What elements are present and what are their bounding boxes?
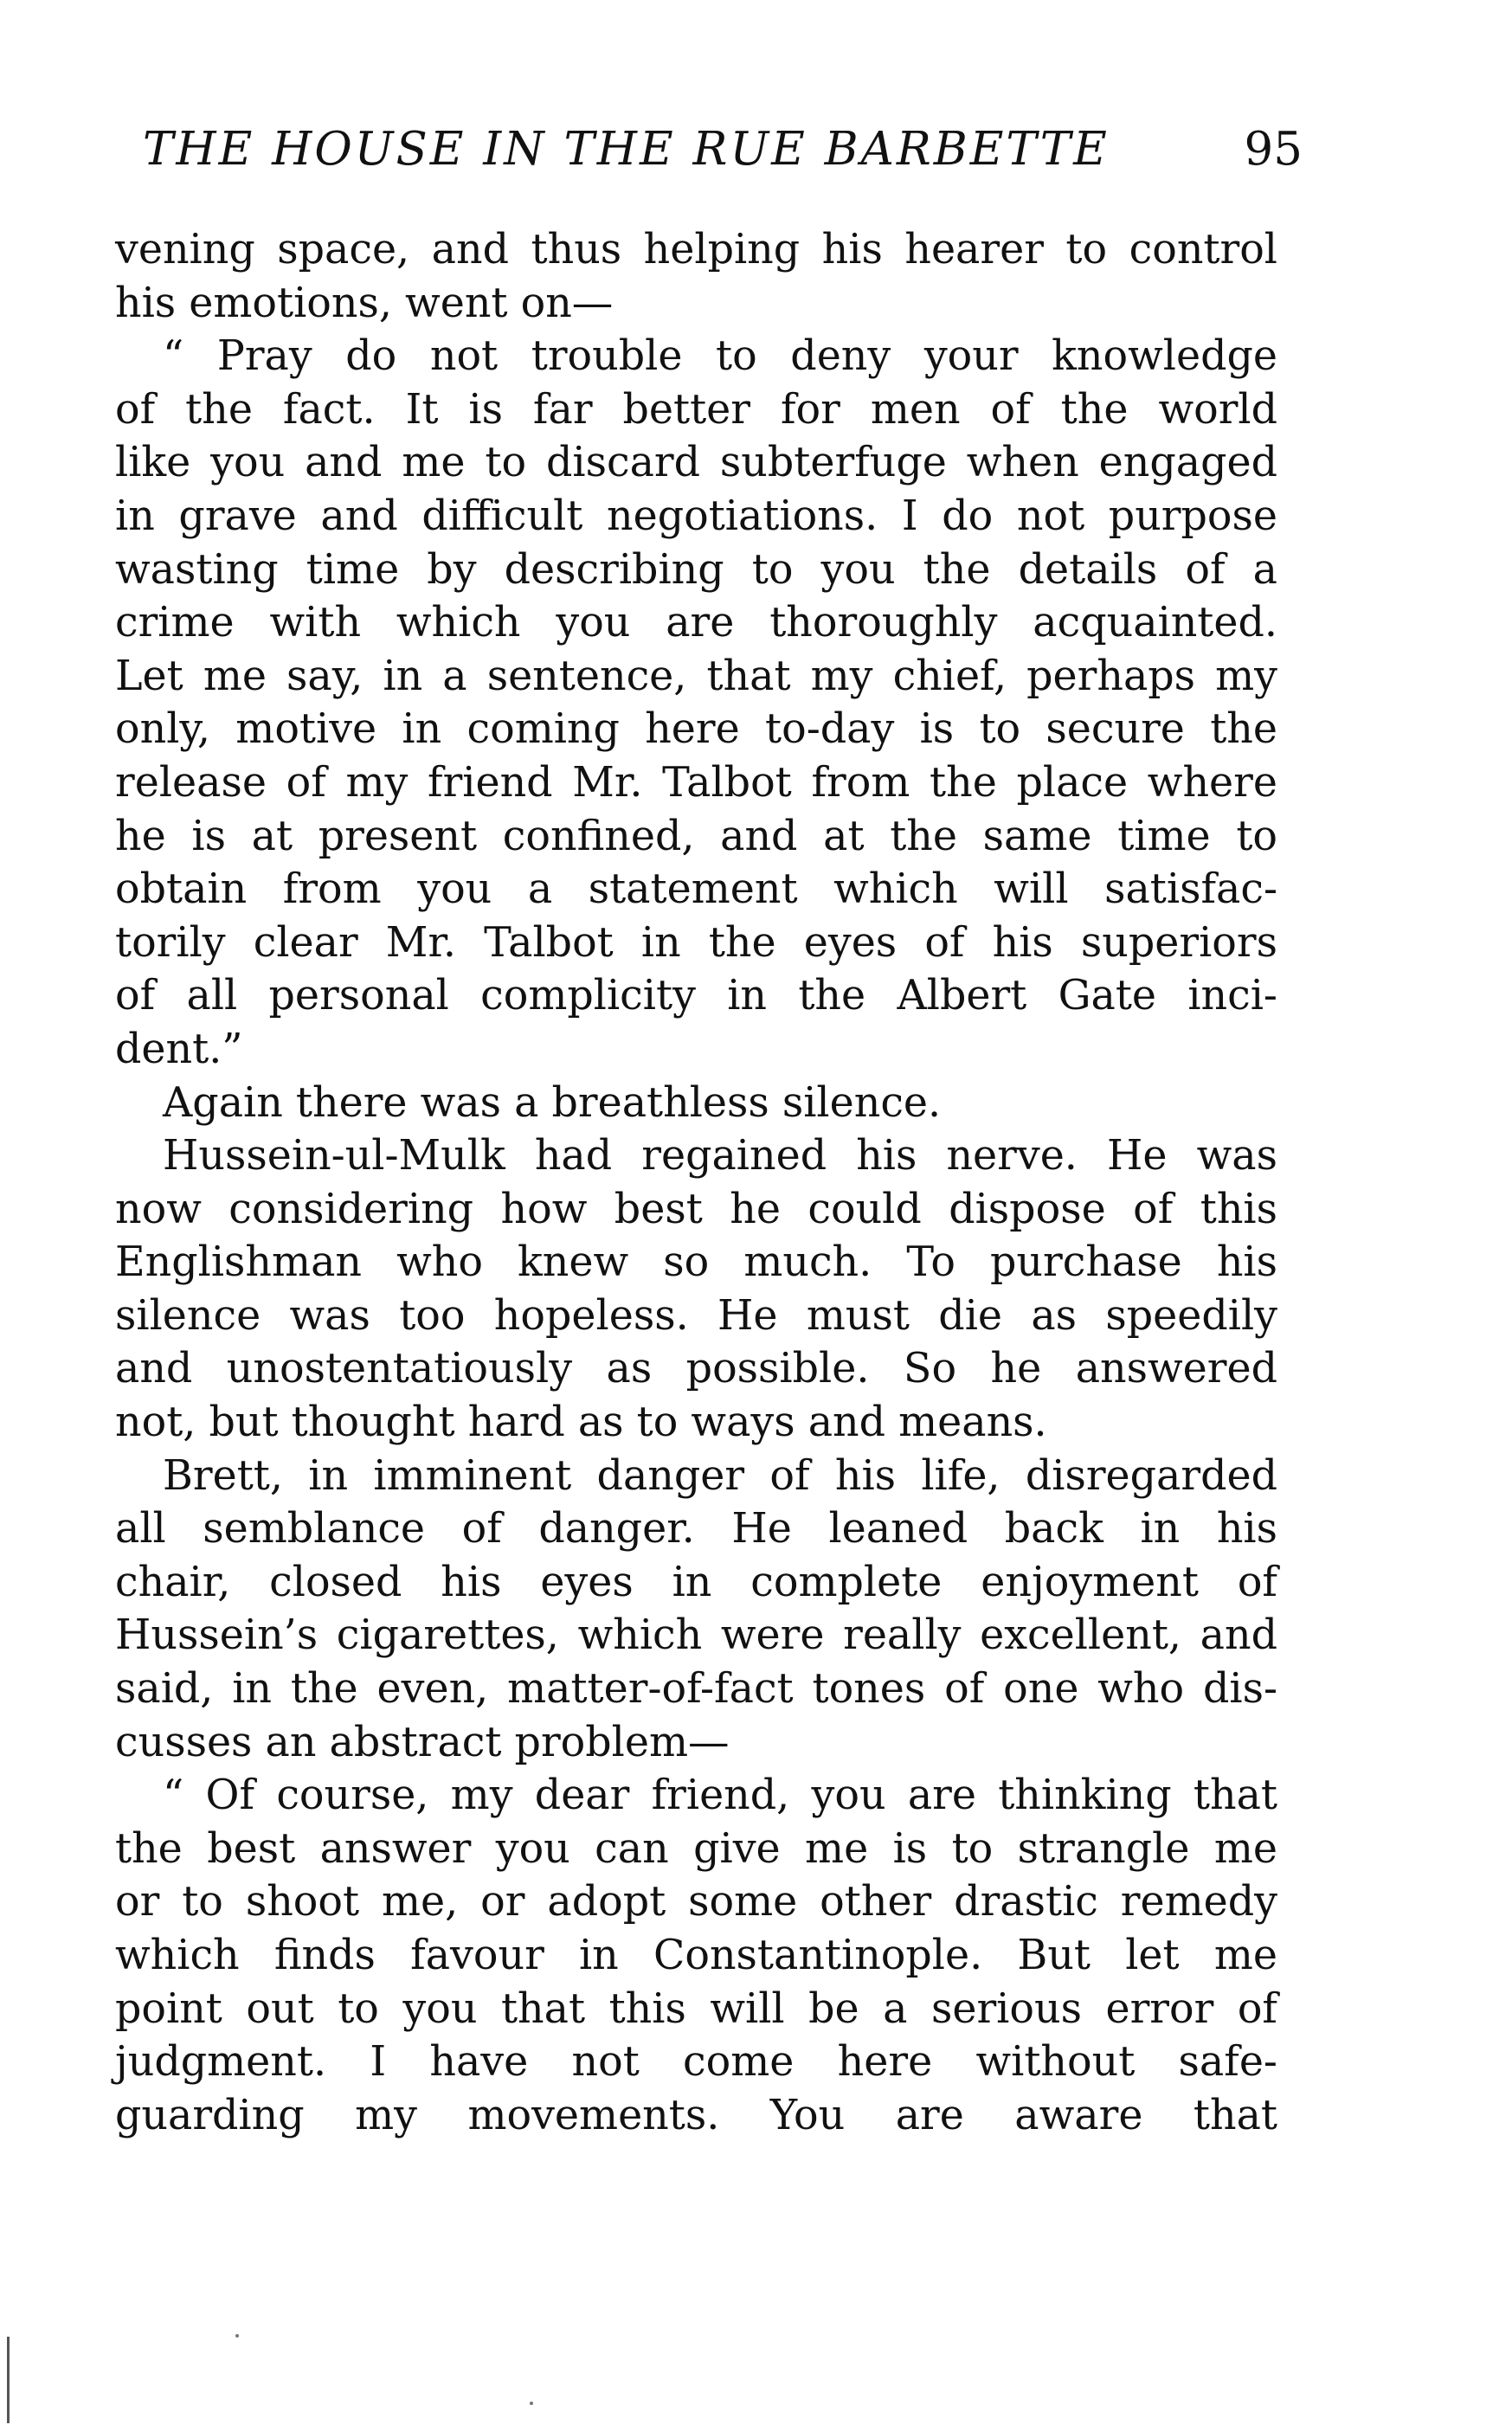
text-line: “ Of course, my dear friend, you are thinking that bbox=[163, 1772, 1277, 1820]
text-line: vening space, and thus helping his hearer to control bbox=[115, 226, 1277, 273]
text-line: Englishman who knew so much. To purchase his bbox=[115, 1238, 1277, 1287]
text-line: and unostentatiously as possible. So he answered bbox=[115, 1345, 1277, 1393]
text-line: of the fact. It is far better for men of the world bbox=[115, 385, 1277, 434]
text-line: now considering how best he could dispose of this bbox=[115, 1185, 1277, 1233]
text-line: which finds favour in Constantinople. But let me bbox=[115, 1932, 1277, 1979]
text-line: or to shoot me, or adopt some other drastic remedy bbox=[115, 1878, 1277, 1926]
text-line: point out to you that this will be a serious error of bbox=[115, 1984, 1277, 2033]
text-line: Again there was a breathless silence. bbox=[163, 1078, 942, 1127]
text-line: silence was too hopeless. He must die as speedily bbox=[115, 1291, 1277, 1340]
scan-speck bbox=[530, 2402, 533, 2405]
text-line: Let me say, in a sentence, that my chief, perhaps my bbox=[115, 652, 1277, 700]
scan-edge-mark bbox=[7, 2337, 10, 2423]
text-line: “ Pray do not trouble to deny your knowledge bbox=[163, 332, 1277, 381]
text-line: his emotions, went on— bbox=[115, 279, 614, 327]
text-line: Hussein-ul-Mulk had regained his nerve. He was bbox=[163, 1132, 1277, 1180]
text-line: said, in the even, matter-of-fact tones of one who dis- bbox=[115, 1665, 1277, 1714]
text-line: dent.” bbox=[115, 1025, 243, 1073]
text-line: guarding my movements. You are aware that bbox=[115, 2091, 1277, 2139]
text-line: he is at present confined, and at the same time to bbox=[115, 812, 1277, 860]
text-line: crime with which you are thoroughly acquainted. bbox=[115, 599, 1277, 647]
text-line: Brett, in imminent danger of his life, disregarded bbox=[163, 1451, 1277, 1500]
text-line: obtain from you a statement which will satisfac- bbox=[115, 865, 1277, 914]
text-line: judgment. I have not come here without safe- bbox=[115, 2038, 1277, 2087]
text-line: chair, closed his eyes in complete enjoyment of bbox=[115, 1558, 1277, 1606]
page-number: 95 bbox=[1244, 123, 1303, 176]
text-line: all semblance of danger. He leaned back in his bbox=[115, 1505, 1277, 1553]
text-line: release of my friend Mr. Talbot from the place where bbox=[115, 758, 1277, 807]
body-text bbox=[115, 223, 1277, 2142]
text-line: only, motive in coming here to-day is to secure the bbox=[115, 705, 1277, 754]
text-line: not, but thought hard as to ways and means. bbox=[115, 1399, 1047, 1447]
text-line: Hussein’s cigarettes, which were really excellent, and bbox=[115, 1611, 1277, 1660]
text-line: torily clear Mr. Talbot in the eyes of his superiors bbox=[115, 918, 1277, 967]
text-line: like you and me to discard subterfuge when engaged bbox=[115, 439, 1277, 487]
scan-speck bbox=[235, 2334, 239, 2338]
text-line: cusses an abstract problem— bbox=[115, 1718, 730, 1766]
running-title: THE HOUSE IN THE RUE BARBETTE bbox=[143, 123, 1110, 176]
text-line: in grave and difficult negotiations. I do not purpose bbox=[115, 492, 1277, 540]
text-line: the best answer you can give me is to strangle me bbox=[115, 1824, 1277, 1873]
text-line: wasting time by describing to you the details of a bbox=[115, 545, 1277, 594]
text-line: of all personal complicity in the Albert Gate inci- bbox=[115, 972, 1277, 1020]
running-header bbox=[143, 119, 1303, 180]
